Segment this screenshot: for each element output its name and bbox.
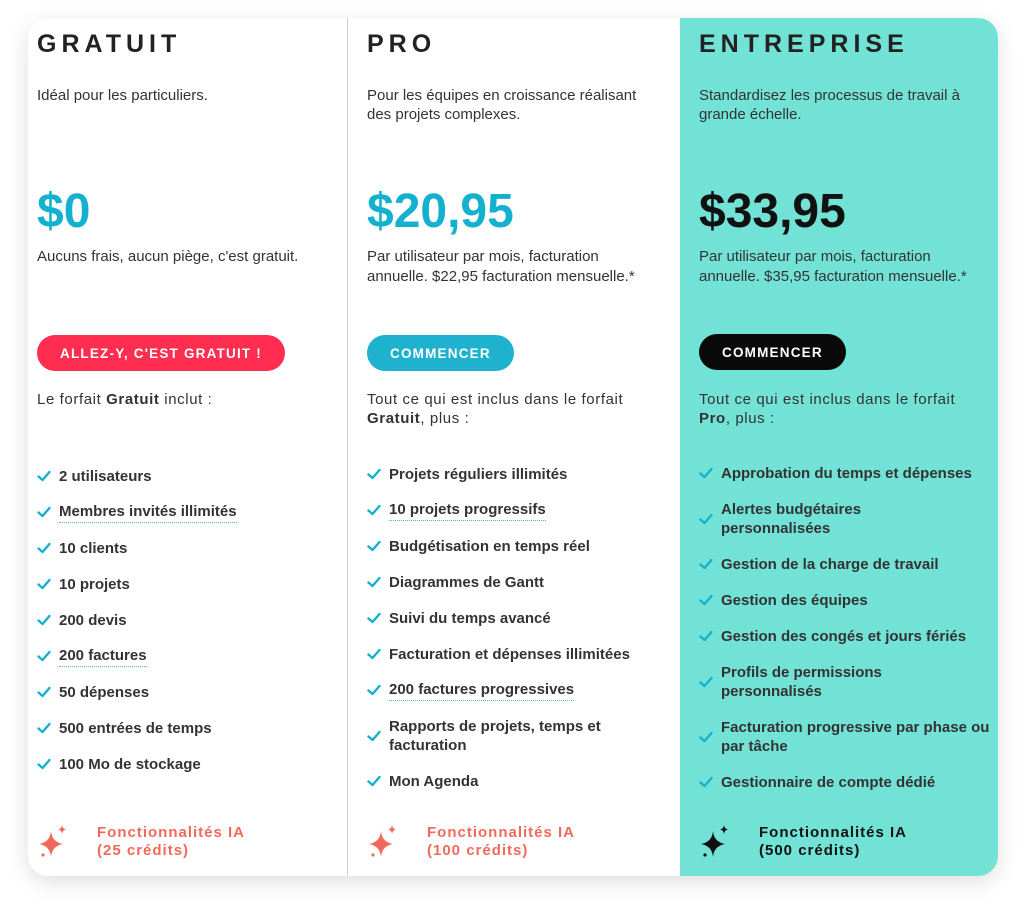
ai-credits: (25 crédits) bbox=[97, 842, 190, 859]
feature-item bbox=[37, 602, 337, 638]
check-icon bbox=[367, 575, 381, 589]
plan-price: $33,95 bbox=[699, 185, 846, 238]
includes-prefix: Le forfait bbox=[37, 391, 107, 408]
feature-item bbox=[37, 530, 337, 566]
check-icon bbox=[699, 775, 713, 789]
free-signup-button[interactable]: ALLEZ-Y, C'EST GRATUIT ! bbox=[37, 335, 285, 371]
includes-suffix: , plus : bbox=[725, 410, 775, 427]
check-icon bbox=[367, 774, 381, 788]
feature-item bbox=[37, 746, 337, 782]
feature-item bbox=[367, 708, 667, 763]
feature-label: 200 devis bbox=[59, 611, 127, 629]
feature-item[interactable] bbox=[367, 672, 667, 708]
check-icon bbox=[699, 730, 713, 744]
price-note: Aucuns frais, aucun piège, c'est gratuit. bbox=[37, 248, 299, 265]
enterprise-start-button[interactable]: COMMENCER bbox=[699, 334, 846, 370]
check-icon bbox=[699, 466, 713, 480]
feature-item bbox=[367, 636, 667, 672]
feature-label: Facturation progressive par phase ou par tâche bbox=[721, 718, 990, 755]
feature-label: Facturation et dépenses illimitées bbox=[389, 645, 630, 663]
feature-item bbox=[367, 600, 667, 636]
feature-item bbox=[699, 709, 997, 764]
feature-item bbox=[699, 455, 997, 491]
feature-label-tooltip[interactable]: 10 projets progressifs bbox=[389, 500, 546, 521]
feature-item bbox=[367, 456, 667, 492]
includes-text bbox=[367, 390, 657, 428]
feature-label: 10 clients bbox=[59, 539, 128, 557]
plan-name: PRO bbox=[367, 30, 437, 58]
feature-item[interactable] bbox=[37, 638, 337, 674]
check-icon bbox=[699, 593, 713, 607]
check-icon bbox=[367, 683, 381, 697]
includes-plan: Gratuit bbox=[367, 410, 421, 427]
plan-pro bbox=[347, 18, 680, 876]
feature-item bbox=[367, 763, 667, 799]
feature-label: Diagrammes de Gantt bbox=[389, 573, 545, 591]
ai-title: Fonctionnalités IA bbox=[759, 824, 908, 841]
plan-name: GRATUIT bbox=[37, 30, 182, 58]
check-icon bbox=[367, 611, 381, 625]
check-icon bbox=[37, 721, 51, 735]
feature-label: 2 utilisateurs bbox=[59, 467, 152, 485]
ai-title: Fonctionnalités IA bbox=[97, 824, 246, 841]
check-icon bbox=[367, 467, 381, 481]
feature-label: Budgétisation en temps réel bbox=[389, 537, 590, 555]
feature-label-tooltip[interactable]: 200 factures bbox=[59, 646, 147, 667]
feature-item bbox=[37, 710, 337, 746]
feature-label: 500 entrées de temps bbox=[59, 719, 212, 737]
includes-plan: Pro bbox=[699, 410, 726, 427]
feature-item bbox=[699, 491, 997, 546]
feature-label: 10 projets bbox=[59, 575, 130, 593]
ai-label bbox=[97, 824, 245, 860]
check-icon bbox=[37, 613, 51, 627]
ai-features bbox=[699, 824, 907, 860]
ai-credits: (100 crédits) bbox=[427, 842, 529, 859]
feature-list bbox=[699, 455, 997, 800]
plan-name: ENTREPRISE bbox=[699, 30, 909, 58]
includes-text bbox=[699, 390, 989, 428]
feature-item bbox=[699, 618, 997, 654]
check-icon bbox=[37, 469, 51, 483]
check-icon bbox=[367, 647, 381, 661]
price-note: Par utilisateur par mois, facturation annuelle. $35,95 facturation mensuelle.* bbox=[699, 248, 967, 285]
check-icon bbox=[37, 685, 51, 699]
includes-suffix: , plus : bbox=[420, 410, 470, 427]
ai-features bbox=[367, 824, 575, 860]
feature-label: Approbation du temps et dépenses bbox=[721, 464, 972, 482]
feature-label: Alertes budgétaires personnalisées bbox=[721, 500, 862, 537]
plan-free bbox=[28, 18, 347, 876]
feature-label: 50 dépenses bbox=[59, 683, 150, 701]
feature-item bbox=[37, 566, 337, 602]
check-icon bbox=[37, 649, 51, 663]
plan-tagline: Pour les équipes en croissance réalisant des projets complexes. bbox=[367, 87, 637, 123]
feature-label: Gestion des congés et jours fériés bbox=[721, 627, 967, 645]
includes-text bbox=[37, 390, 327, 409]
feature-item bbox=[699, 546, 997, 582]
plan-price: $20,95 bbox=[367, 185, 514, 238]
check-icon bbox=[367, 539, 381, 553]
check-icon bbox=[699, 675, 713, 689]
plan-tagline: Standardisez les processus de travail à grande échelle. bbox=[699, 87, 960, 123]
feature-item[interactable] bbox=[37, 494, 337, 530]
feature-item[interactable] bbox=[367, 492, 667, 528]
pricing-table bbox=[28, 18, 998, 876]
pro-start-button[interactable]: COMMENCER bbox=[367, 335, 514, 371]
plan-tagline: Idéal pour les particuliers. bbox=[37, 87, 208, 104]
sparkle-icon bbox=[367, 824, 399, 860]
feature-label: Gestionnaire de compte dédié bbox=[721, 773, 936, 791]
check-icon bbox=[37, 505, 51, 519]
check-icon bbox=[37, 577, 51, 591]
price-note: Par utilisateur par mois, facturation annuelle. $22,95 facturation mensuelle.* bbox=[367, 248, 635, 285]
plan-enterprise bbox=[680, 18, 998, 876]
feature-list bbox=[367, 456, 667, 799]
feature-item bbox=[37, 674, 337, 710]
check-icon bbox=[37, 541, 51, 555]
ai-credits: (500 crédits) bbox=[759, 842, 861, 859]
check-icon bbox=[37, 757, 51, 771]
feature-item bbox=[699, 582, 997, 618]
feature-label-tooltip[interactable]: 200 factures progressives bbox=[389, 680, 574, 701]
check-icon bbox=[699, 557, 713, 571]
check-icon bbox=[367, 503, 381, 517]
sparkle-icon bbox=[37, 824, 69, 860]
feature-item bbox=[699, 654, 997, 709]
feature-item bbox=[367, 564, 667, 600]
plan-price: $0 bbox=[37, 185, 91, 238]
feature-label: 100 Mo de stockage bbox=[59, 755, 201, 773]
feature-label: Gestion de la charge de travail bbox=[721, 555, 939, 573]
ai-label bbox=[427, 824, 575, 860]
feature-label: Profils de permissions personnalisés bbox=[721, 663, 882, 700]
feature-item bbox=[37, 458, 337, 494]
feature-label: Mon Agenda bbox=[389, 772, 479, 790]
feature-label: Suivi du temps avancé bbox=[389, 609, 551, 627]
feature-item bbox=[367, 528, 667, 564]
sparkle-icon bbox=[699, 824, 731, 860]
feature-label-tooltip[interactable]: Membres invités illimités bbox=[59, 502, 237, 523]
feature-item bbox=[699, 764, 997, 800]
feature-list bbox=[37, 458, 337, 782]
feature-label: Projets réguliers illimités bbox=[389, 465, 568, 483]
includes-plan: Gratuit bbox=[106, 391, 160, 408]
ai-label bbox=[759, 824, 907, 860]
feature-label: Rapports de projets, temps et facturation bbox=[389, 717, 601, 754]
includes-prefix: Tout ce qui est inclus dans le forfait bbox=[367, 391, 624, 408]
check-icon bbox=[699, 512, 713, 526]
feature-label: Gestion des équipes bbox=[721, 591, 868, 609]
ai-features bbox=[37, 824, 245, 860]
includes-prefix: Tout ce qui est inclus dans le forfait bbox=[699, 391, 956, 408]
check-icon bbox=[699, 629, 713, 643]
includes-suffix: inclut : bbox=[159, 391, 213, 408]
check-icon bbox=[367, 729, 381, 743]
ai-title: Fonctionnalités IA bbox=[427, 824, 576, 841]
